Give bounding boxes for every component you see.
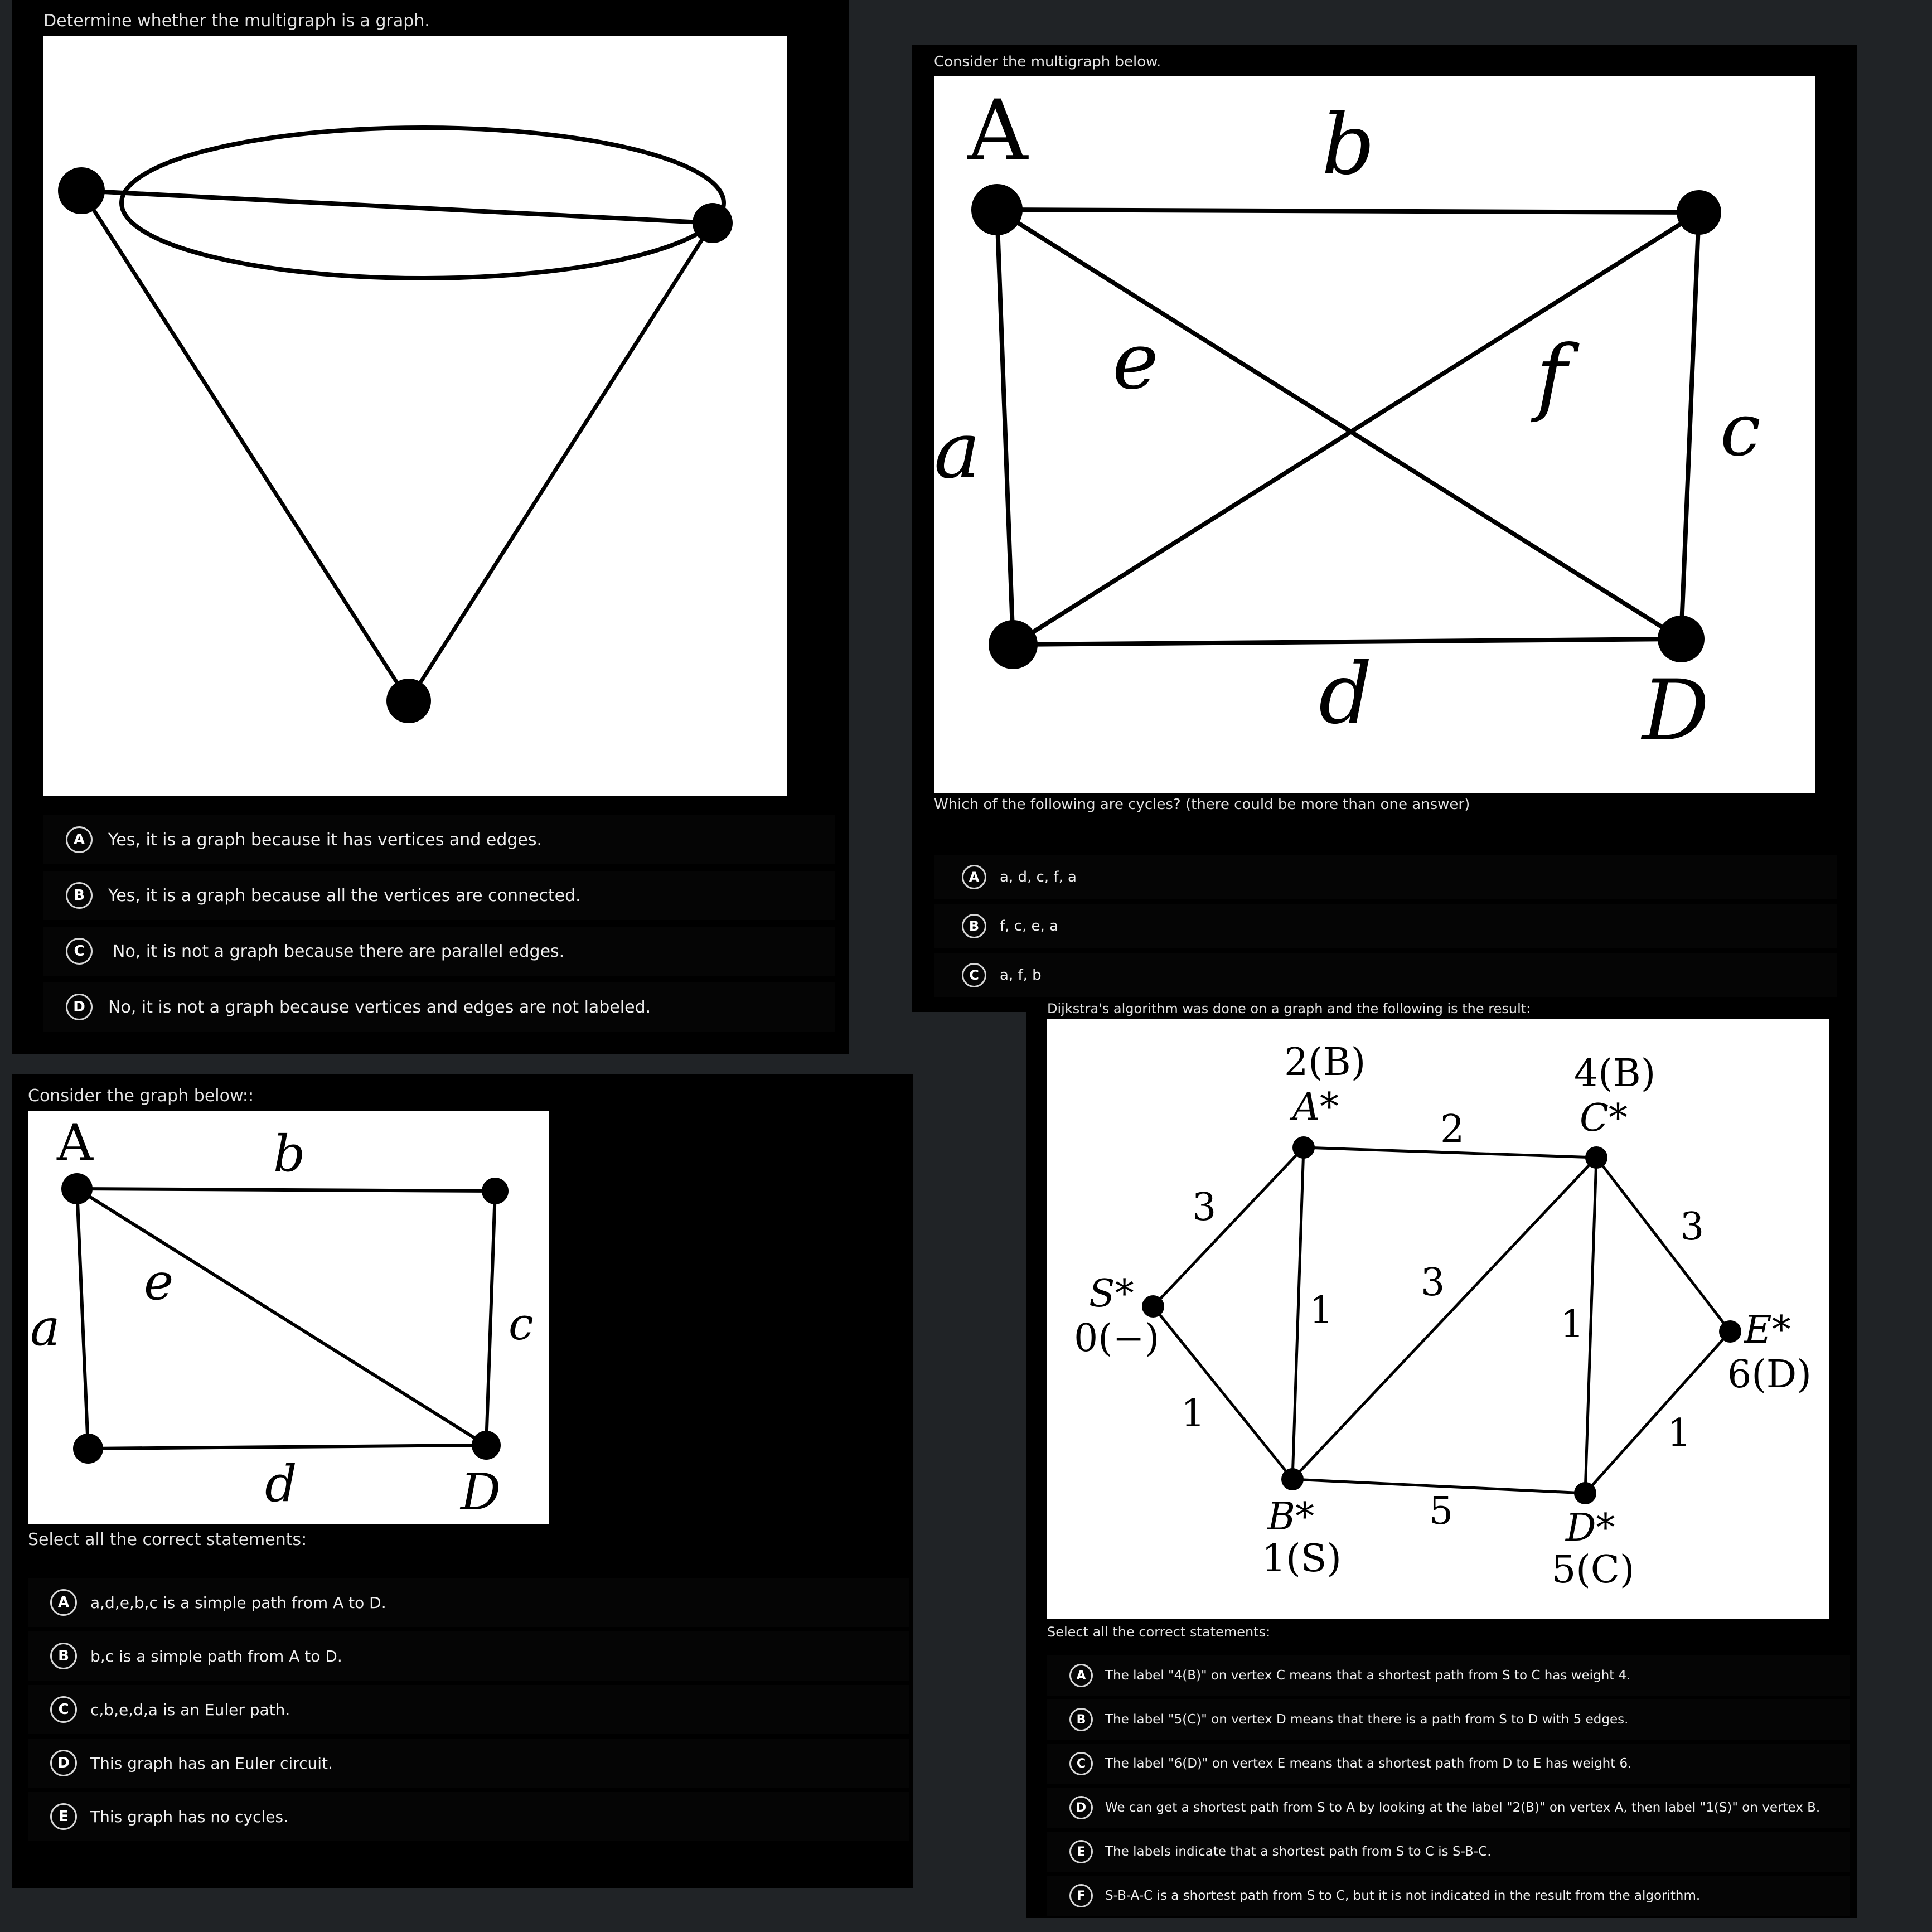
vertex-top-right: [482, 1178, 509, 1204]
question-panel-dijkstra: [1026, 1001, 1857, 1918]
option-text: S-B-A-C is a shortest path from S to C, but it is not indicated in the result from the algorithm.: [1105, 1889, 1701, 1903]
option-text: a, d, c, f, a: [1000, 869, 1077, 885]
weighted-graph-diagram: [1047, 1019, 1829, 1619]
option-c[interactable]: [43, 927, 835, 976]
label-a-name: A*: [1292, 1085, 1339, 1129]
edge-label-a: a: [934, 405, 981, 496]
edge-label-d: d: [1319, 646, 1373, 743]
vertex-a: [971, 184, 1023, 235]
question-prompt: Determine whether the multigraph is a graph.: [43, 11, 430, 31]
label-s-bottom: 0(−): [1074, 1316, 1160, 1360]
option-letter: A: [1069, 1664, 1093, 1687]
vertex-label-a: A: [57, 1113, 93, 1172]
option-letter: F: [1069, 1884, 1093, 1907]
edge-b-c: [1292, 1158, 1596, 1479]
vertex-top-right: [1677, 190, 1721, 235]
option-d[interactable]: [28, 1739, 909, 1788]
option-a[interactable]: [934, 855, 1837, 899]
question-prompt: Consider the graph below::: [28, 1086, 254, 1106]
option-c[interactable]: [934, 953, 1837, 997]
option-text: This graph has an Euler circuit.: [90, 1754, 333, 1773]
vertex-c: [1585, 1146, 1607, 1169]
weight-b-d: 5: [1429, 1489, 1454, 1533]
edge-c-d: [1585, 1158, 1596, 1493]
question-panel-cycles: [912, 45, 1857, 1012]
vertex-bottom-left: [989, 620, 1038, 669]
edge-c: [486, 1191, 495, 1445]
option-c[interactable]: [1047, 1744, 1850, 1784]
label-b-bottom: 1(S): [1262, 1537, 1342, 1581]
edge-d: [88, 1445, 486, 1449]
label-b-name: B*: [1267, 1495, 1314, 1539]
label-e-bottom: 6(D): [1727, 1353, 1812, 1397]
edge-label-c: c: [1720, 388, 1761, 472]
weight-a-b: 1: [1309, 1289, 1334, 1333]
edge-left: [81, 191, 409, 701]
label-e-name: E*: [1744, 1308, 1791, 1352]
label-c-top: 4(B): [1574, 1052, 1656, 1096]
vertex-a: [1292, 1136, 1315, 1159]
edge-s-a: [1153, 1147, 1304, 1306]
edge-b: [77, 1189, 495, 1191]
labeled-multigraph-diagram: [934, 76, 1815, 793]
label-a-top: 2(B): [1284, 1040, 1366, 1084]
edge-label-e: e: [1112, 316, 1159, 407]
option-text: c,b,e,d,a is an Euler path.: [90, 1700, 290, 1719]
question-text: Select all the correct statements:: [28, 1530, 307, 1550]
option-text: b,c is a simple path from A to D.: [90, 1647, 342, 1665]
option-b[interactable]: [1047, 1699, 1850, 1740]
option-e[interactable]: [28, 1792, 909, 1841]
edge-a: [997, 210, 1013, 645]
edge-label-b: b: [273, 1125, 306, 1183]
edge-chord: [81, 191, 713, 223]
edge-label-d: d: [265, 1455, 297, 1513]
weight-b-c: 3: [1421, 1261, 1445, 1305]
edge-label-f: f: [1536, 328, 1567, 425]
question-prompt: Dijkstra's algorithm was done on a graph and the following is the result:: [1047, 1001, 1531, 1016]
vertex-d: [1574, 1482, 1596, 1504]
option-text: This graph has no cycles.: [90, 1807, 289, 1826]
edge-f: [1013, 212, 1699, 645]
dijkstra-figure: [1047, 1019, 1829, 1619]
weight-s-a: 3: [1192, 1185, 1217, 1229]
option-letter: B: [50, 1643, 77, 1669]
question-prompt: Consider the multigraph below.: [934, 54, 1161, 70]
weight-c-d: 1: [1560, 1302, 1585, 1347]
option-e[interactable]: [1047, 1832, 1850, 1872]
graph-figure: [28, 1111, 549, 1524]
option-text: No, it is not a graph because vertices and edges are not labeled.: [108, 997, 651, 1017]
option-a[interactable]: [43, 815, 835, 864]
edge-c-e: [1596, 1158, 1730, 1331]
option-letter: B: [962, 914, 986, 938]
edge-a-b: [1292, 1147, 1304, 1479]
weight-a-c: 2: [1440, 1107, 1465, 1151]
option-letter: B: [66, 882, 93, 909]
option-letter: D: [66, 994, 93, 1020]
option-a[interactable]: [1047, 1655, 1850, 1696]
option-text: a, f, b: [1000, 967, 1042, 984]
edge-b: [997, 210, 1699, 212]
edge-e: [77, 1189, 486, 1445]
edge-label-b: b: [1321, 96, 1376, 193]
vertex-label-d: D: [461, 1463, 501, 1522]
option-a[interactable]: [28, 1578, 909, 1627]
vertex-d: [1658, 616, 1705, 662]
option-text: Yes, it is a graph because it has vertices and edges.: [108, 830, 543, 850]
option-letter: C: [1069, 1752, 1093, 1775]
edge-right: [409, 223, 713, 701]
option-letter: A: [66, 826, 93, 853]
option-text: No, it is not a graph because there are parallel edges.: [113, 941, 565, 961]
edge-c: [1681, 212, 1699, 639]
label-c-name: C*: [1580, 1096, 1628, 1140]
option-letter: B: [1069, 1708, 1093, 1731]
option-text: a,d,e,b,c is a simple path from A to D.: [90, 1593, 386, 1612]
edge-ellipse: [122, 128, 724, 278]
option-f[interactable]: [1047, 1876, 1850, 1916]
multigraph-figure: [934, 76, 1815, 793]
edge-label-a: a: [30, 1299, 60, 1357]
option-text: The label "4(B)" on vertex C means that a shortest path from S to C has weight 4.: [1105, 1668, 1631, 1683]
option-letter: C: [962, 963, 986, 987]
option-letter: A: [962, 865, 986, 889]
option-text: Yes, it is a graph because all the vertices are connected.: [108, 885, 581, 906]
question-panel-multigraph: [12, 0, 849, 1054]
vertex-e: [1719, 1320, 1741, 1343]
option-d[interactable]: [1047, 1788, 1850, 1828]
edge-label-e: e: [144, 1253, 174, 1311]
vertex-d: [472, 1431, 501, 1460]
edge-a: [77, 1189, 88, 1449]
option-text: The label "6(D)" on vertex E means that a shortest path from D to E has weight 6.: [1105, 1756, 1632, 1771]
labeled-graph-diagram: [28, 1111, 549, 1524]
option-b[interactable]: [28, 1631, 909, 1681]
option-letter: A: [50, 1589, 77, 1616]
option-letter: E: [1069, 1840, 1093, 1863]
vertex-a: [61, 1173, 93, 1204]
multigraph-figure: [43, 36, 787, 796]
vertex-b: [1281, 1468, 1304, 1490]
option-text: The labels indicate that a shortest path from S to C is S-B-C.: [1105, 1844, 1492, 1859]
weight-d-e: 1: [1667, 1411, 1692, 1455]
question-panel-paths: [12, 1074, 913, 1888]
weight-s-b: 1: [1181, 1392, 1205, 1436]
option-b[interactable]: [934, 904, 1837, 948]
vertex-label-d: D: [1642, 662, 1710, 759]
question-text: Select all the correct statements:: [1047, 1624, 1271, 1640]
vertex-bottom: [386, 679, 431, 723]
vertex-left: [58, 167, 105, 214]
vertex-s: [1142, 1295, 1164, 1318]
label-d-bottom: 5(C): [1552, 1548, 1635, 1592]
multigraph-diagram: [43, 36, 787, 796]
option-text: f, c, e, a: [1000, 918, 1058, 934]
option-letter: E: [50, 1803, 77, 1830]
label-s-name: S*: [1089, 1272, 1134, 1316]
edge-s-b: [1153, 1306, 1292, 1479]
weight-c-e: 3: [1680, 1205, 1705, 1249]
option-d[interactable]: [43, 982, 835, 1032]
option-letter: C: [50, 1696, 77, 1723]
option-text: We can get a shortest path from S to A by looking at the label "2(B)" on vertex A, then label "1(S)" on vertex B.: [1105, 1800, 1820, 1815]
question-text: Which of the following are cycles? (there could be more than one answer): [934, 796, 1470, 813]
option-b[interactable]: [43, 871, 835, 920]
option-letter: C: [66, 938, 93, 965]
option-c[interactable]: [28, 1685, 909, 1734]
edge-d: [1013, 639, 1681, 645]
vertex-right: [693, 203, 733, 243]
option-letter: D: [1069, 1796, 1093, 1819]
edge-label-c: c: [509, 1298, 534, 1350]
option-text: The label "5(C)" on vertex D means that there is a path from S to D with 5 edges.: [1105, 1712, 1629, 1727]
edge-e: [997, 210, 1681, 639]
vertex-label-a: A: [967, 83, 1028, 180]
edge-d-e: [1585, 1331, 1730, 1493]
label-d-name: D*: [1566, 1506, 1615, 1550]
option-letter: D: [50, 1750, 77, 1776]
vertex-bottom-left: [73, 1434, 103, 1464]
